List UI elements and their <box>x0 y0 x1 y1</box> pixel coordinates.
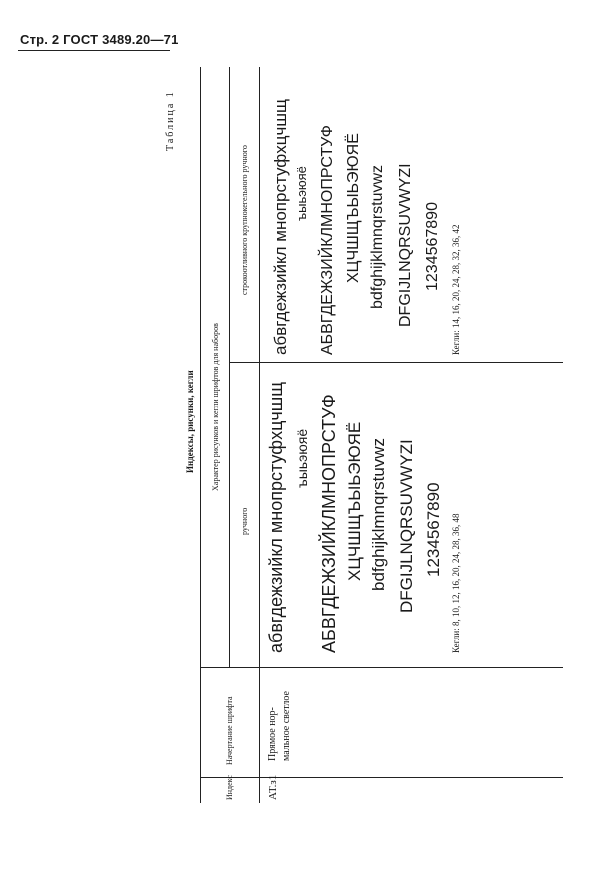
row-typeface-line1: Прямое нор- <box>267 707 278 761</box>
col-divider-manual <box>229 362 563 363</box>
header-manual: ручного <box>240 507 249 535</box>
manual-specimen-line-3: АБВГДЕЖЗИЙКЛМНОПРСТУФ <box>319 394 339 653</box>
linecasting-specimen-line-3: АБВГДЕЖЗИЙКЛМНОПРСТУФ <box>319 125 336 355</box>
header-linecasting: строкоотливного крупнокегельного ручного <box>240 145 249 295</box>
manual-sizes: Кегли: 8, 10, 12, 16, 20, 24, 28, 36, 48 <box>451 513 461 653</box>
table-caption: Индексы, рисунки, кегли <box>185 370 195 473</box>
header-index: Индекс <box>225 775 234 800</box>
manual-specimen-line-7: 1234567890 <box>424 482 443 577</box>
row-index: АТ.з1 <box>267 774 279 800</box>
linecasting-specimen-line-4: ХЦЧШЩЪЫЬЭЮЯЁ <box>345 133 362 283</box>
col-divider-index <box>200 777 563 778</box>
rotated-table-block <box>159 67 563 803</box>
manual-specimen-line-4: ХЦЧШЩЪЫЬЭЮЯЁ <box>345 421 364 581</box>
page-header: Стр. 2 ГОСТ 3489.20—71 <box>20 32 179 47</box>
linecasting-specimen-line-5: bdfghijklmnqrstuvwz <box>369 164 386 309</box>
header-group: Характер рисунков и кегли шрифтов для наборов <box>211 323 220 491</box>
table-header-bottom-rule <box>259 67 260 803</box>
linecasting-specimen-line-7: 1234567890 <box>424 202 441 291</box>
table-top-rule <box>200 67 201 803</box>
linecasting-specimen-line-2: ъыьэюяё <box>294 166 309 221</box>
linecasting-specimen-line-6: DFGIJLNQRSUVWYZI <box>397 163 414 327</box>
manual-specimen-line-6: DFGIJLNQRSUVWYZI <box>397 439 416 613</box>
header-typeface: Начертание шрифта <box>225 696 234 765</box>
group-header-rule <box>229 67 230 668</box>
manual-specimen-line-5: bdfghijklmnqrstuvwz <box>369 437 388 591</box>
linecasting-specimen-line-1: абвгдежзийкл мнопрстуфхцчшщ <box>271 99 290 355</box>
row-typeface-line2: мальное светлое <box>281 691 292 761</box>
col-divider-typeface <box>200 667 563 668</box>
linecasting-sizes: Кегли: 14, 16, 20, 24, 28, 32, 36, 42 <box>451 224 461 355</box>
manual-specimen-line-1: абвгдежзийкл мнопрстуфхцчшщ <box>266 381 286 653</box>
manual-specimen-line-2: ъыьэюяё <box>294 428 310 488</box>
table-label: Таблица 1 <box>165 90 176 151</box>
header-rule <box>18 50 170 51</box>
